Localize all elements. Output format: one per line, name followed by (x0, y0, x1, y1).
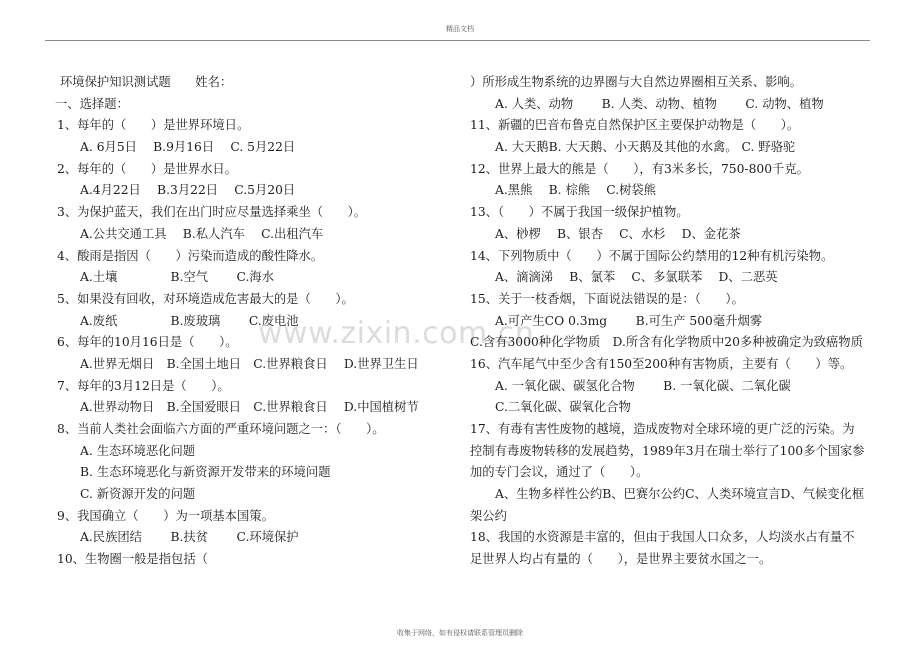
question-14-options: A、滴滴涕 B、氯苯 C、多氯联苯 D、二恶英 (495, 270, 778, 285)
question-16-stem: 16、汽车尾气中至少含有150至200种有害物质，主要有（ ）等。 (470, 356, 853, 371)
question-8-option-c: C. 新资源开发的问题 (80, 487, 196, 502)
title-line (57, 72, 457, 94)
name-label: 姓名： (170, 75, 233, 89)
question-18-stem-line-2: 足世界人均占有量的（ ），是世界主要贫水国之一。 (470, 552, 772, 567)
question-9-options: A.民族团结 B.扶贫 C.环境保护 (80, 530, 299, 545)
question-8-option-b: B. 生态环境恶化与新资源开发带来的环境问题 (80, 465, 331, 480)
question-11-stem: 11、新疆的巴音布鲁克自然保护区主要保护动物是（ ）。 (470, 118, 800, 133)
watermark: www.zixin.com.cn (258, 316, 535, 351)
question-7-options: A.世界动物日 B.全国爱眼日 C.世界粮食日 D.中国植树节 (80, 400, 419, 415)
question-2-stem: 2、每年的（ ）是世界水日。 (57, 161, 237, 176)
right-column (470, 72, 910, 571)
question-17-stem-line-1: 17、有毒有害性废物的越境，造成废物对全球环境的更广泛的污染。为 (470, 422, 855, 436)
left-column (57, 72, 457, 571)
question-17-stem-line-3: 加的专门会议，通过了（ ）。 (470, 465, 649, 480)
question-1-options: A. 6月5日 B.9月16日 C. 5月22日 (80, 140, 296, 155)
question-8-stem: 8、当前人类社会面临六方面的严重环境问题之一：（ ）。 (57, 422, 385, 436)
question-3-stem: 3、为保护蓝天，我们在出门时应尽量选择乘坐（ ）。 (57, 205, 367, 220)
question-2-options: A.4月22日 B.3月22日 C.5月20日 (80, 183, 296, 198)
question-9-stem: 9、我国确立（ ）为一项基本国策。 (57, 508, 274, 523)
header-divider (45, 40, 870, 41)
question-14-stem: 14、下列物质中（ ）不属于国际公约禁用的12种有机污染物。 (470, 248, 834, 263)
question-15-options-cd: C.含有3000种化学物质 D.所含有化学物质中20多种被确定为致癌物质 (470, 335, 863, 350)
question-8-option-a: A. 生态环境恶化问题 (80, 443, 196, 458)
question-5-stem: 5、如果没有回收，对环境造成危害最大的是（ ）。 (57, 291, 354, 306)
question-10-stem-end: ）所形成生物系统的边界圈与大自然边界圈相互关系、影响。 (470, 75, 803, 89)
question-3-options: A.公共交通工具 B.私人汽车 C.出租汽车 (80, 226, 324, 241)
question-15-stem: 15、关于一枝香烟，下面说法错误的是：（ ）。 (470, 291, 744, 306)
question-6-options: A.世界无烟日 B.全国土地日 C.世界粮食日 D.世界卫生日 (80, 356, 419, 371)
question-17-options: A、生物多样性公约B、巴赛尔公约C、人类环境宣言D、气候变化框 (495, 487, 865, 502)
question-16-option-c: C.二氧化碳、碳氧化合物 (495, 400, 631, 415)
section-heading: 一、选择题： (55, 96, 129, 111)
question-10-stem-start: 10、生物圈一般是指包括（ (57, 552, 208, 567)
question-18-stem-line-1: 18、我国的水资源是丰富的，但由于我国人口众多，人均淡水占有量不 (470, 530, 855, 545)
question-4-stem: 4、酸雨是指因（ ）污染而造成的酸性降水。 (57, 248, 324, 263)
question-17-options-cont: 架公约 (470, 508, 507, 523)
question-5-options: A.废纸 B.废玻璃 C.废电池 (80, 313, 299, 328)
question-12-options: A.黑熊 B. 棕熊 C.树袋熊 (495, 183, 657, 198)
question-13-options: A、桫椤 B、银杏 C、水杉 D、金花茶 (495, 226, 741, 241)
question-7-stem: 7、每年的3月12日是（ ）。 (57, 378, 230, 393)
question-12-stem: 12、世界上最大的熊是（ ），有3米多长，750-800千克。 (470, 161, 809, 176)
page-header: 精品文档 (446, 25, 474, 33)
question-4-options: A.土壤 B.空气 C.海水 (80, 270, 274, 285)
page-footer: 收集于网络，如有侵权请联系管理员删除 (397, 629, 523, 637)
question-10-options: A. 人类、动物 B. 人类、动物、植物 C. 动物、植物 (495, 96, 824, 111)
question-6-stem: 6、每年的10月16日是（ ）。 (57, 335, 238, 350)
question-13-stem: 13、（ ）不属于我国一级保护植物。 (470, 205, 689, 220)
question-15-options-ab: A.可产生CO 0.3mg B.可生产 500毫升烟雾 (495, 313, 763, 328)
question-17-stem-line-2: 控制有毒废物转移的发展趋势，1989年3月在瑞士举行了100多个国家参 (470, 443, 865, 458)
exam-title: 环境保护知识测试题 (60, 75, 171, 89)
question-1-stem: 1、每年的（ ）是世界环境日。 (57, 118, 250, 133)
question-11-options: A. 大天鹅B. 大天鹅、小天鹅及其他的水禽。 C. 野骆驼 (495, 140, 796, 155)
question-16-options-ab: A. 一氧化碳、碳氢化合物 B. 一氧化碳、二氧化碳 (495, 378, 791, 393)
